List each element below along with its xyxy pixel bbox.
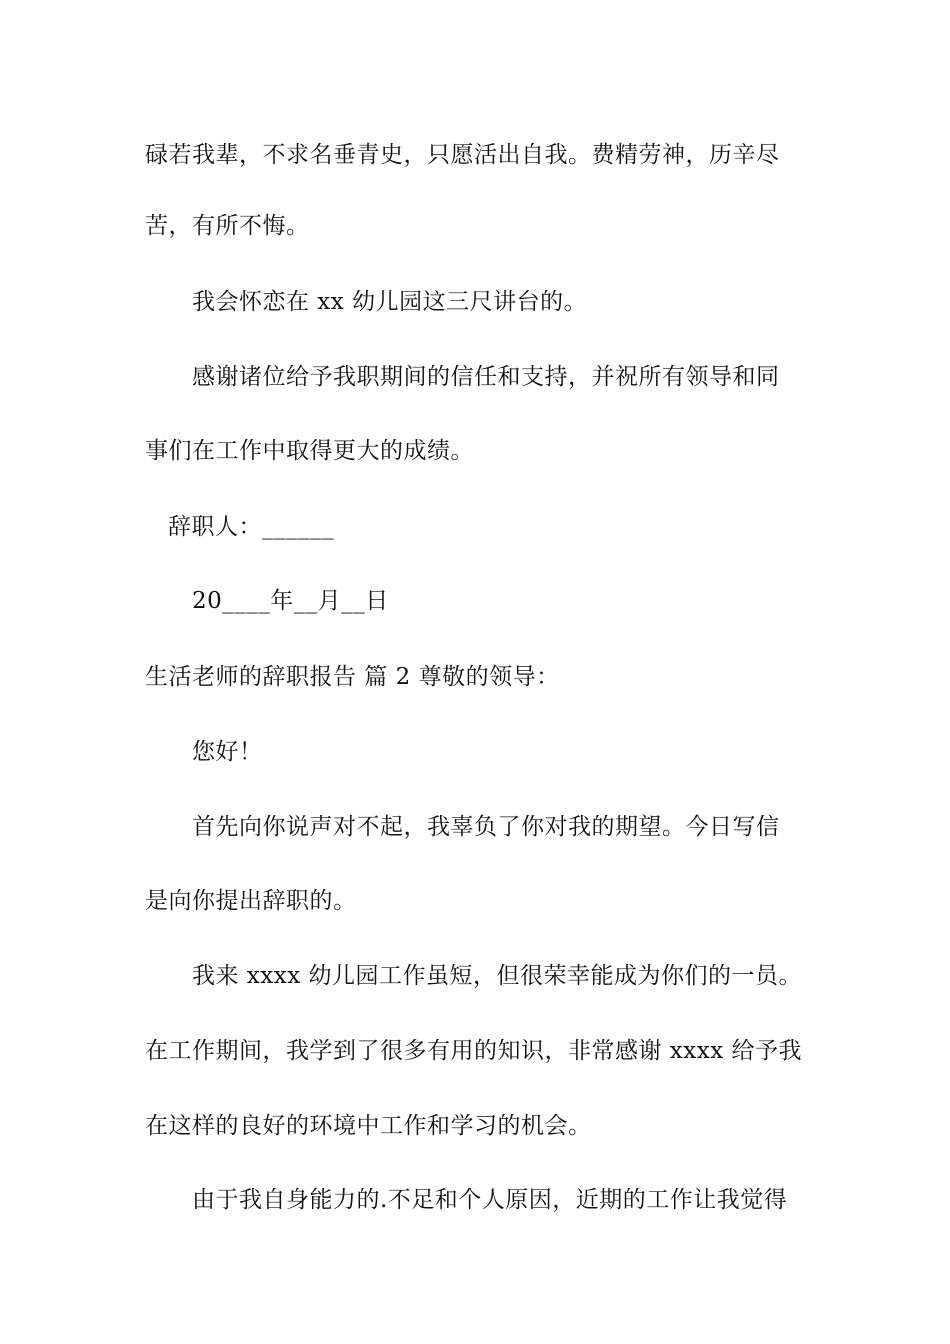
text-line: 首先向你说声对不起，我辜负了你对我的期望。今日写信: [192, 814, 780, 840]
text-line: 我会怀恋在 xx 幼儿园这三尺讲台的。: [192, 289, 588, 315]
text-line: 由于我自身能力的.不足和个人原因，近期的工作让我觉得: [192, 1187, 788, 1213]
signature-line: 辞职人：______: [168, 514, 334, 540]
text-line: 我来 xxxx 幼儿园工作虽短，但很荣幸能成为你们的一员。: [192, 963, 803, 989]
date-line: 20____年__月__日: [192, 588, 389, 614]
section-heading: 生活老师的辞职报告 篇 2 尊敬的领导：: [145, 664, 560, 690]
greeting: 您好！: [192, 739, 263, 765]
text-line: 在这样的良好的环境中工作和学习的机会。: [145, 1113, 592, 1139]
text-line: 在工作期间，我学到了很多有用的知识，非常感谢 xxxx 给予我: [145, 1038, 803, 1064]
text-line: 苦，有所不悔。: [145, 213, 310, 239]
text-line: 碌若我辈，不求名垂青史，只愿活出自我。费精劳神，历辛尽: [145, 142, 780, 168]
text-line: 感谢诸位给予我职期间的信任和支持，并祝所有领导和同: [192, 364, 780, 390]
text-line: 是向你提出辞职的。: [145, 888, 357, 914]
text-line: 事们在工作中取得更大的成绩。: [145, 438, 474, 464]
